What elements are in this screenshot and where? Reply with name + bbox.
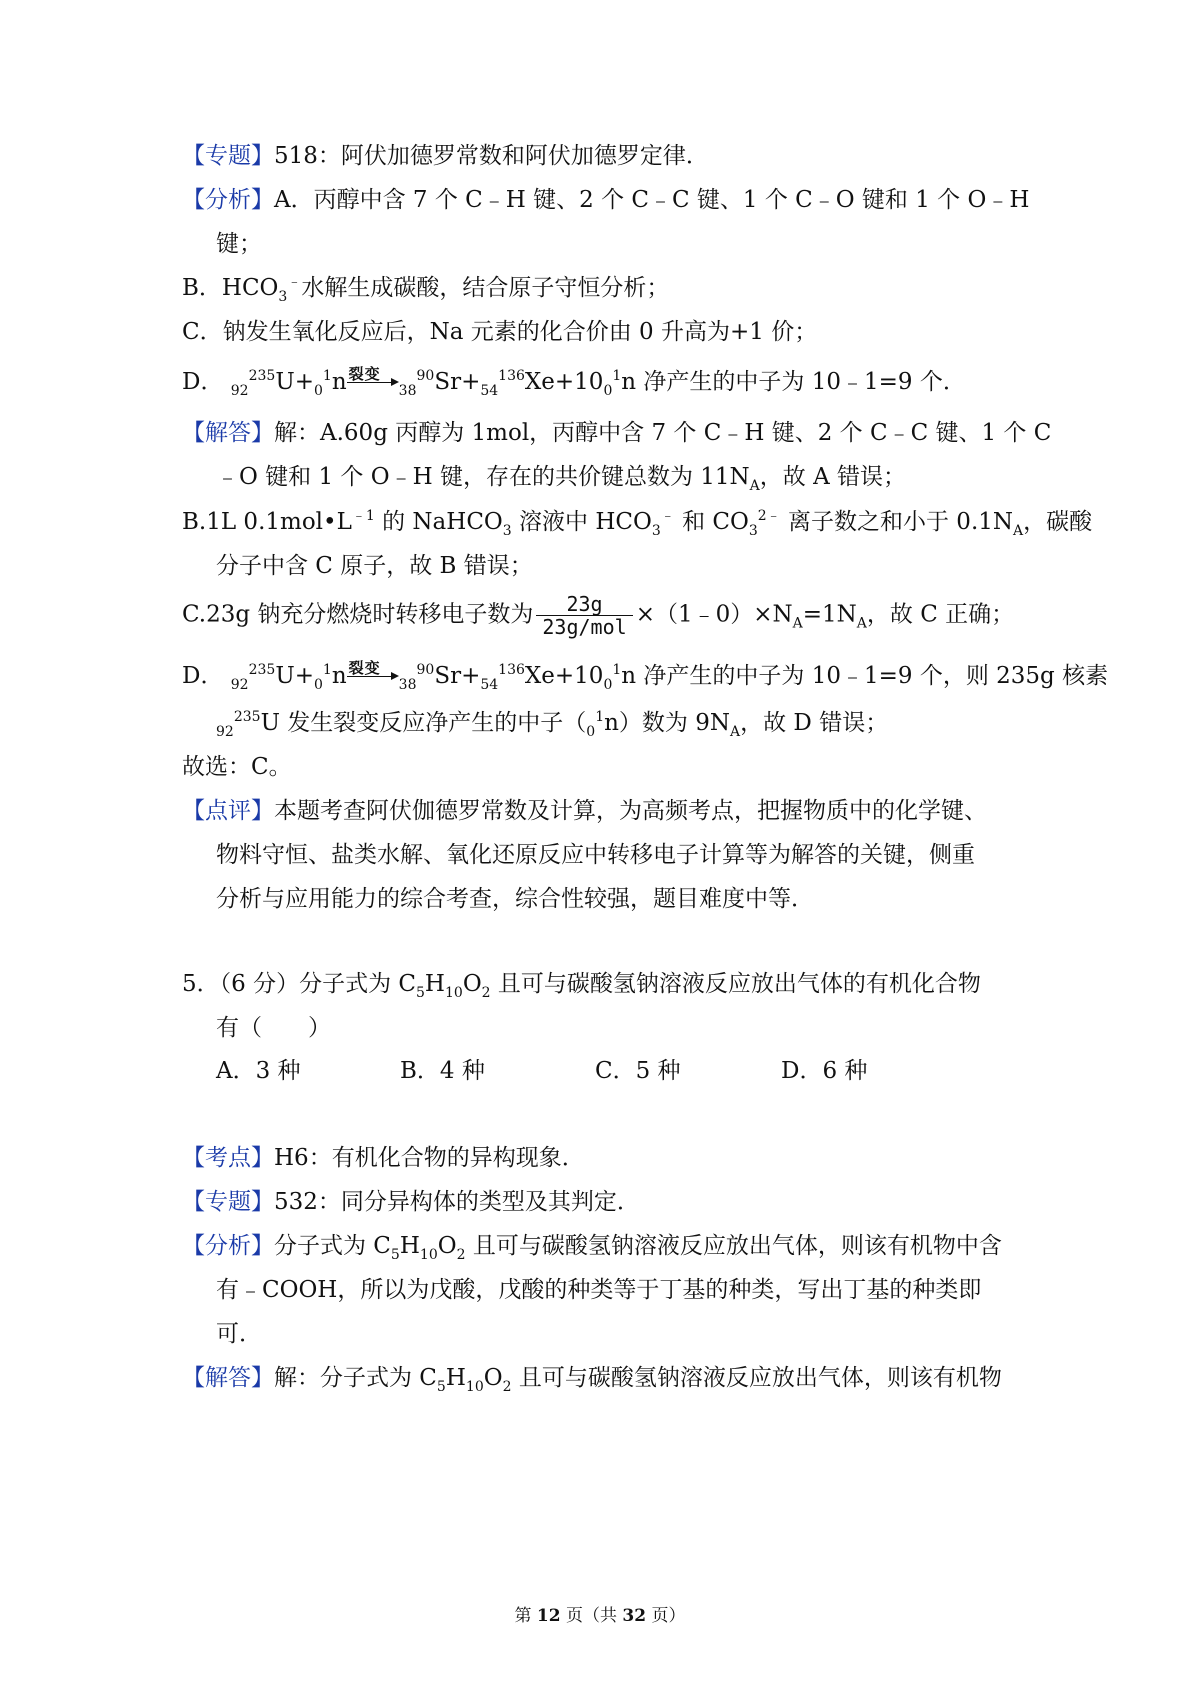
q4-solution-d-post: 净产生的中子为 10﹣1=9 个，则 235g 核素 (636, 663, 1109, 689)
n-mass: 1 (322, 662, 332, 678)
solution-b-sub2: 3 (651, 523, 661, 539)
u-mass-number: 235 (248, 662, 276, 678)
q4-solution-b2-text: 分子中含 C 原子，故 B 错误； (216, 553, 533, 579)
solution-c-pre: C.23g 钠充分燃烧时转移电子数为 (182, 601, 534, 628)
n-symbol: n (331, 369, 347, 395)
q5-knowledge-text: H6：有机化合物的异构现象． (274, 1145, 585, 1171)
solution-d2-post: n）数为 9N (604, 710, 730, 736)
sr-mass-number: 90 (416, 662, 435, 678)
reaction-equation (230, 659, 637, 693)
solution-c-mid2: =1N (802, 601, 857, 628)
n2-charge: 0 (603, 383, 613, 399)
hco3-subscript: 3 (278, 289, 288, 305)
h-subscript: 10 (419, 1247, 438, 1263)
h-symbol: H (445, 1365, 466, 1391)
q4-solution-b2 (216, 551, 533, 581)
q4-solution-line-1 (182, 418, 1051, 448)
solution-tag: 【解答】 (182, 420, 274, 446)
solution-b-exp: ﹣1 (351, 508, 375, 524)
q4-solution-c (182, 593, 1014, 638)
q4-comment-2: 物料守恒、盐类水解、氧化还原反应中转移电子计算等为解答的关键，侧重 (216, 842, 975, 868)
q4-solution-b1 (182, 507, 1092, 537)
n-charge: 0 (313, 383, 323, 399)
o-subscript: 2 (456, 1247, 466, 1263)
q4-comment-line-2 (216, 840, 975, 870)
q4-comment-3: 分析与应用能力的综合考查，综合性较强，题目难度中等． (216, 886, 814, 912)
sr-atomic-number: 38 (398, 677, 417, 693)
solution-c-sub2: A (856, 615, 867, 632)
solution-d2-text: U 发生裂变反应净产生的中子（ (260, 710, 587, 736)
page-footer (0, 1601, 1200, 1626)
q4-solution-d (182, 661, 1108, 691)
n2-charge: 0 (603, 677, 613, 693)
u-mass-number: 235 (248, 368, 276, 384)
solution-b-mid4: 离子数之和小于 0.1N (780, 509, 1014, 535)
q4-answer-text: 故选：C。 (182, 754, 292, 780)
q4-analysis-c (182, 317, 817, 347)
xe-atomic-number: 54 (480, 383, 499, 399)
q5-analysis-line-3 (216, 1319, 262, 1349)
sr-atomic-number: 38 (398, 383, 417, 399)
fission-arrow (347, 367, 399, 393)
neutron-mass: 1 (595, 709, 605, 725)
q5-topic-line (182, 1187, 640, 1217)
h-symbol: H (424, 971, 445, 997)
q4-topic-line (182, 141, 709, 171)
q5-stem-line-2 (216, 1013, 331, 1043)
q4-analysis-line-1 (182, 185, 1029, 215)
footer-post: 页） (646, 1606, 686, 1626)
q5-option-c: C．5 种 (595, 1058, 681, 1084)
solution-b-sub: 3 (502, 523, 512, 539)
u-symbol: U+ (275, 663, 314, 689)
footer-mid: 页（共 (560, 1606, 623, 1626)
footer-pre: 第 (514, 1606, 537, 1626)
topic-tag: 【专题】 (182, 143, 274, 169)
arrow-head-icon (391, 378, 399, 386)
q5-solution-pre: 解：分子式为 C (274, 1365, 437, 1391)
solution-b-mid3: 和 CO (674, 509, 749, 535)
q5-analysis-line-2 (216, 1275, 981, 1305)
n2-mass: 1 (612, 368, 622, 384)
fission-arrow-label: 裂变 (348, 365, 381, 383)
fraction-numerator: 23g (536, 593, 632, 616)
solution-b-sup3: 2﹣ (757, 508, 781, 524)
q4-solution-a2-post: ，故 A 错误； (759, 464, 907, 490)
solution-c-sub: A (792, 615, 803, 632)
solution-c-post: ，故 C 正确； (866, 601, 1015, 628)
q5-stem-line-1 (182, 969, 981, 999)
solution-b-sub4: A (1013, 523, 1024, 539)
u-atomic-number: 92 (230, 677, 249, 693)
q4-solution-d2 (216, 708, 888, 738)
o-symbol: O (483, 1365, 503, 1391)
n-charge: 0 (313, 677, 323, 693)
h-subscript: 10 (465, 1379, 484, 1395)
xe-symbol: Xe+10 (524, 663, 604, 689)
q5-analysis-post: 且可与碳酸氢钠溶液反应放出气体，则该有机物中含 (465, 1233, 1002, 1259)
fission-arrow-label: 裂变 (348, 659, 381, 677)
q4-analysis-b (182, 273, 669, 303)
q4-analysis-line-2 (216, 229, 262, 259)
fission-arrow (347, 661, 399, 687)
total-pages: 32 (622, 1606, 647, 1626)
xe-atomic-number: 54 (480, 677, 499, 693)
xe-symbol: Xe+10 (524, 369, 604, 395)
q4-answer (182, 752, 292, 782)
q5-analysis-2: 有﹣COOH，所以为戊酸，戊酸的种类等于丁基的种类，写出丁基的种类即 (216, 1277, 982, 1303)
hco3-charge: ﹣ (287, 274, 302, 290)
solution-b-mid2: 溶液中 HCO (511, 509, 652, 535)
solution-b-pre: B.1L 0.1mol•L (182, 509, 352, 535)
q5-analysis-3: 可． (216, 1321, 262, 1347)
solution-b-mid: 的 NaHCO (374, 509, 503, 535)
solution-d2-post2: ，故 D 错误； (740, 710, 889, 736)
analysis-tag: 【分析】 (182, 187, 274, 213)
solution-d2-sub: A (730, 724, 741, 740)
q4-analysis-d (182, 367, 966, 397)
solution-b-post: ，碳酸 (1023, 509, 1093, 535)
n2-mass: 1 (612, 662, 622, 678)
c-subscript: 5 (416, 985, 425, 1001)
n2-symbol: n (621, 663, 637, 689)
reaction-label: D． (182, 369, 224, 395)
o-subscript: 2 (502, 1379, 512, 1395)
q5-option-d: D．6 种 (781, 1058, 868, 1084)
reaction-equation (230, 365, 637, 399)
q4-analysis-b-post: 水解生成碳酸，结合原子守恒分析； (301, 275, 670, 301)
q4-analysis-c-text: C．钠发生氧化反应后，Na 元素的化合价由 0 升高为+1 价； (182, 319, 818, 345)
h-subscript: 10 (444, 985, 463, 1001)
analysis-tag: 【分析】 (182, 1233, 274, 1259)
mass-fraction (536, 593, 632, 638)
comment-tag: 【点评】 (182, 798, 274, 824)
o-symbol: O (462, 971, 482, 997)
xe-mass-number: 136 (498, 368, 525, 384)
sr-mass-number: 90 (416, 368, 435, 384)
solution-b-sup2: ﹣ (660, 508, 675, 524)
q5-knowledge-point (182, 1143, 585, 1173)
sr-symbol: Sr+ (434, 369, 481, 395)
q5-option-a: A．3 种 (216, 1058, 301, 1084)
h-symbol: H (399, 1233, 420, 1259)
n-symbol: n (331, 663, 347, 689)
q5-topic-text: 532：同分异构体的类型及其判定． (274, 1189, 640, 1215)
q5-stem-pre: 5．（6 分）分子式为 C (182, 971, 416, 997)
q5-solution-line-1 (182, 1363, 1002, 1393)
q5-solution-post: 且可与碳酸氢钠溶液反应放出气体，则该有机物 (511, 1365, 1002, 1391)
q4-solution-a2: ﹣O 键和 1 个 O﹣H 键，存在的共价键总数为 11N (216, 464, 750, 490)
q5-analysis-pre: 分子式为 C (274, 1233, 391, 1259)
u2-atomic-number: 92 (216, 724, 234, 740)
o-symbol: O (437, 1233, 457, 1259)
q5-stem-2: 有（ ） (216, 1015, 331, 1041)
q4-comment-line-1 (182, 796, 987, 826)
knowledge-tag: 【考点】 (182, 1145, 274, 1171)
q4-solution-a1: 解：A.60g 丙醇为 1mol，丙醇中含 7 个 C﹣H 键、2 个 C﹣C 键、1 个 C (274, 420, 1052, 446)
o-subscript: 2 (481, 985, 491, 1001)
fraction-denominator: 23g/mol (542, 615, 627, 639)
c-subscript: 5 (390, 1247, 400, 1263)
sr-symbol: Sr+ (434, 663, 481, 689)
q4-solution-line-2 (216, 462, 906, 492)
q4-analysis-b-pre: B．HCO (182, 275, 279, 301)
q4-analysis-a2: 键； (216, 231, 262, 257)
reaction-label: D． (182, 663, 224, 689)
c-subscript: 5 (436, 1379, 446, 1395)
solution-b-sub3: 3 (748, 523, 758, 539)
xe-mass-number: 136 (498, 662, 525, 678)
q4-topic-text: 518：阿伏加德罗常数和阿伏加德罗定律． (274, 143, 709, 169)
neutron-charge: 0 (586, 724, 596, 740)
u-symbol: U+ (275, 369, 314, 395)
page-number: 12 (536, 1606, 561, 1626)
q4-analysis-d-post: 净产生的中子为 10﹣1=9 个． (636, 369, 966, 395)
u2-mass-number: 235 (233, 709, 261, 725)
solution-tag: 【解答】 (182, 1365, 274, 1391)
u-atomic-number: 92 (230, 383, 249, 399)
q5-stem-post: 且可与碳酸氢钠溶液反应放出气体的有机化合物 (490, 971, 981, 997)
q4-comment-line-3 (216, 884, 814, 914)
q5-option-b: B．4 种 (400, 1058, 485, 1084)
n2-symbol: n (621, 369, 637, 395)
q5-analysis-line-1 (182, 1231, 1002, 1261)
q4-comment-1: 本题考查阿伏伽德罗常数及计算，为高频考点，把握物质中的化学键、 (274, 798, 987, 824)
solution-c-mid: ×（1﹣0）×N (635, 601, 793, 628)
n-mass: 1 (322, 368, 332, 384)
arrow-head-icon (391, 672, 399, 680)
na-subscript: A (749, 478, 760, 494)
topic-tag: 【专题】 (182, 1189, 274, 1215)
q4-analysis-a1: A．丙醇中含 7 个 C﹣H 键、2 个 C﹣C 键、1 个 C﹣O 键和 1 个 O﹣H (274, 187, 1030, 213)
